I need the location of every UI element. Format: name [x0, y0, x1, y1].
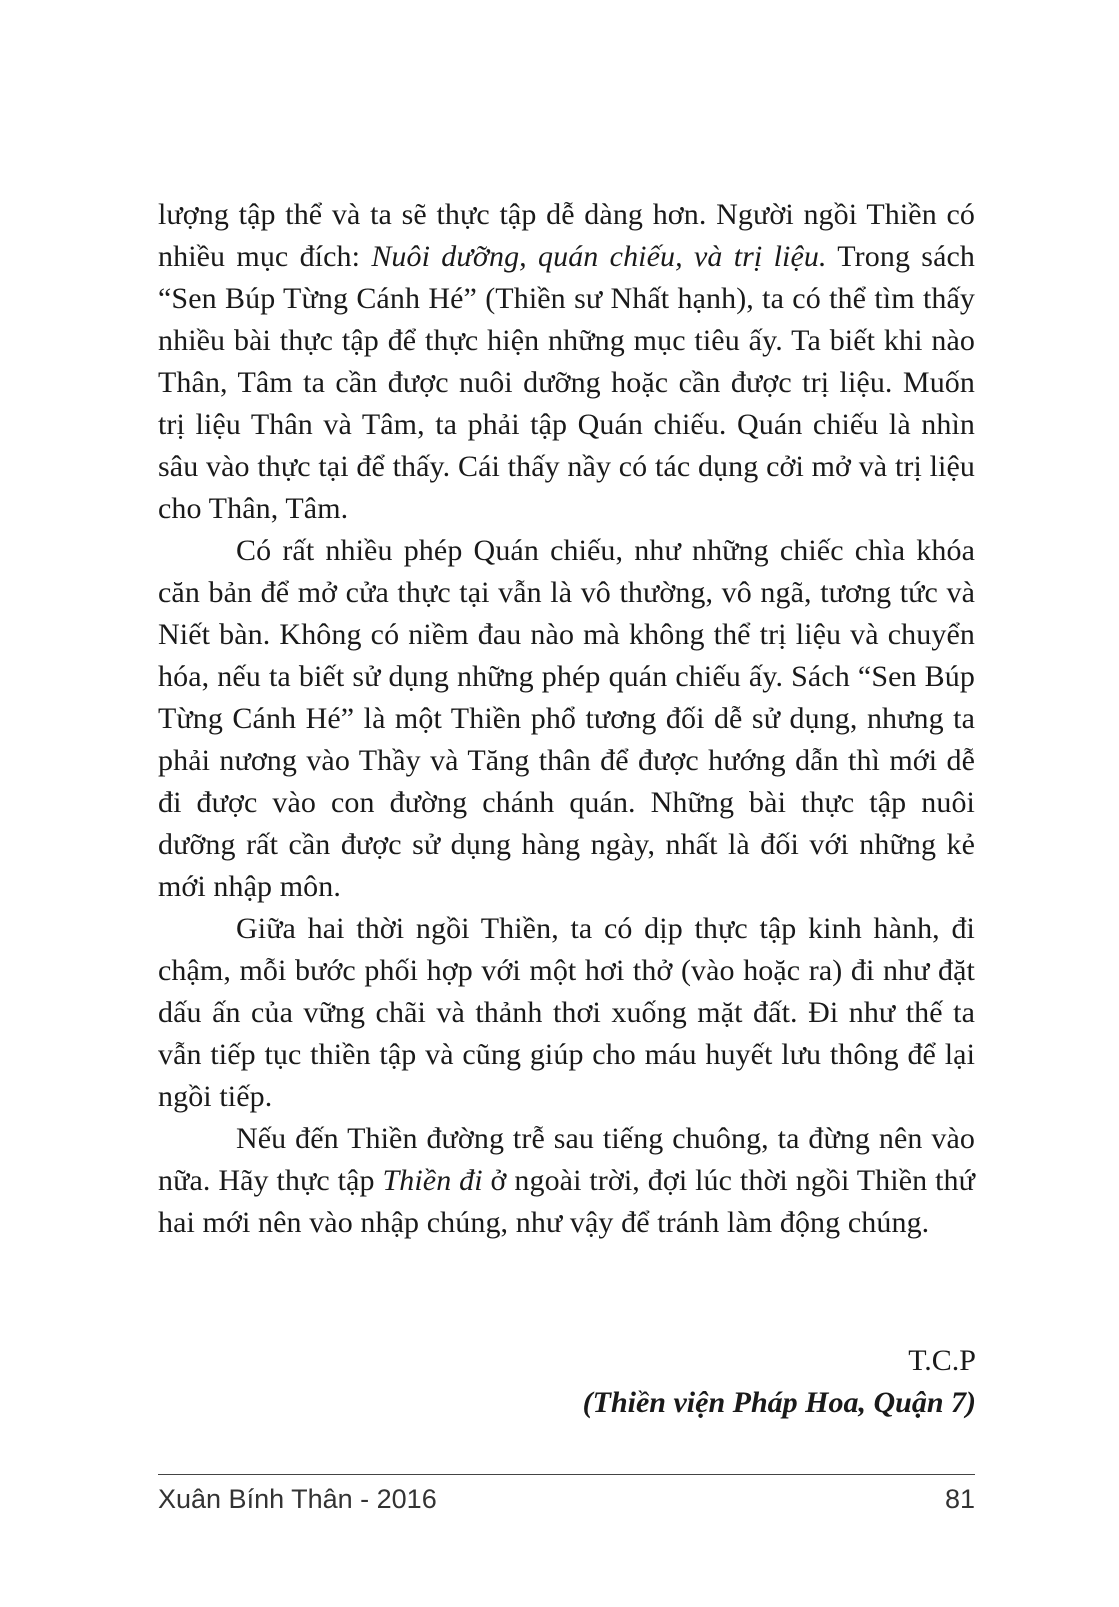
paragraph-1 — [158, 194, 975, 530]
paragraph-4-text-start: Nếu đến Thiền đường trễ sau tiếng chuông, ta đừng nên vào nữa. Hãy thực tập — [158, 1122, 975, 1197]
paragraph-4-text-end: ở ngoài trời, đợi lúc thời ngồi Thiền thứ hai mới nên vào nhập chúng, như vậy để tránh làm động chúng. — [158, 1164, 975, 1239]
author-location: (Thiền viện Pháp Hoa, Quận 7) — [582, 1386, 976, 1419]
page-number: 81 — [944, 1484, 975, 1514]
page-footer — [158, 1481, 975, 1517]
article-body — [158, 194, 975, 1244]
paragraph-1-text-end: Trong sách “Sen Búp Từng Cánh Hé” (Thiền sư Nhất hạnh), ta có thể tìm thấy nhiều bài thực tập để thực hiện những mục tiêu ấy. Ta biết khi nào Thân, Tâm ta cần được nuôi dưỡng hoặc cần được trị liệu. Muốn trị liệu Thân và Tâm, ta phải tập Quán chiếu. Quán chiếu là nhìn sâu vào thực tại để thấy. Cái thấy nầy có tác dụng cởi mở và trị liệu cho Thân, Tâm. — [158, 240, 975, 525]
paragraph-2: Có rất nhiều phép Quán chiếu, như những chiếc chìa khóa căn bản để mở cửa thực tại vẫn là vô thường, vô ngã, tương tức và Niết bàn. Không có niềm đau nào mà không thể trị liệu và chuyển hóa, nếu ta biết sử dụng những phép quán chiếu ấy. Sách “Sen Búp Từng Cánh Hé” là một Thiền phổ tương đối dễ sử dụng, nhưng ta phải nương vào Thầy và Tăng thân để được hướng dẫn thì mới dễ đi được vào con đường chánh quán. Những bài thực tập nuôi dưỡng rất cần được sử dụng hàng ngày, nhất là đối với những kẻ mới nhập môn. — [158, 534, 975, 903]
paragraph-1-italic-phrase: Nuôi dưỡng, quán chiếu, và trị liệu. — [371, 240, 827, 273]
author-initials: T.C.P — [908, 1344, 976, 1377]
footer-publication: Xuân Bính Thân - 2016 — [158, 1484, 437, 1514]
paragraph-1-text-start: lượng tập thể và ta sẽ thực tập dễ dàng hơn. Người ngồi Thiền có nhiều mục đích: — [158, 198, 975, 273]
author-signature — [583, 1340, 976, 1424]
paragraph-4-italic-phrase: Thiền đi — [382, 1164, 483, 1197]
paragraph-4 — [158, 1118, 975, 1244]
footer-divider — [158, 1474, 975, 1475]
paragraph-3: Giữa hai thời ngồi Thiền, ta có dịp thực tập kinh hành, đi chậm, mỗi bước phối hợp với một hơi thở (vào hoặc ra) đi như đặt dấu ấn của vững chãi và thảnh thơi xuống mặt đất. Đi như thế ta vẫn tiếp tục thiền tập và cũng giúp cho máu huyết lưu thông để lại ngồi tiếp. — [158, 912, 975, 1113]
